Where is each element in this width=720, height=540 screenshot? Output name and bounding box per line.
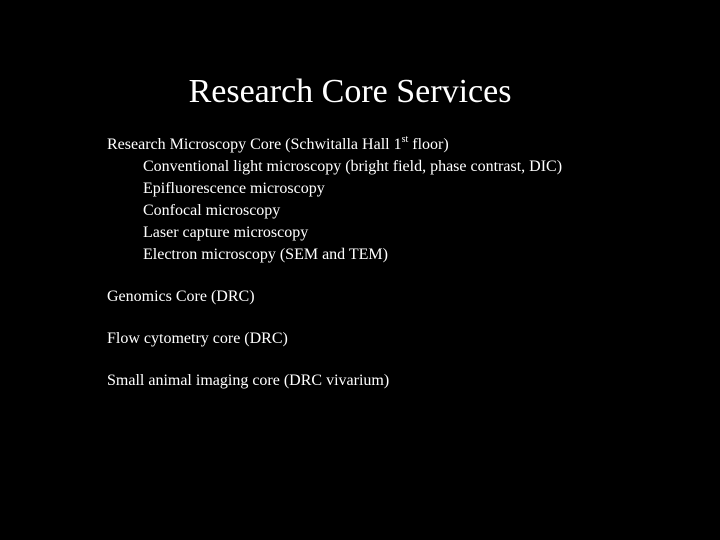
- section-heading-animal-imaging-core: Small animal imaging core (DRC vivarium): [107, 372, 390, 389]
- heading-superscript: st: [401, 133, 409, 145]
- list-item: Electron microscopy (SEM and TEM): [143, 246, 388, 263]
- section-heading-flow-cytometry-core: Flow cytometry core (DRC): [107, 330, 288, 347]
- section-heading-microscopy-core: [107, 134, 707, 156]
- list-item: Laser capture microscopy: [143, 224, 309, 241]
- section-genomics-core: [107, 286, 707, 308]
- heading-text-end: floor): [408, 136, 449, 153]
- section-heading-genomics-core: Genomics Core (DRC): [107, 288, 255, 305]
- section-animal-imaging-core: [107, 370, 707, 392]
- section-microscopy-core: [107, 134, 707, 266]
- slide-title: Research Core Services: [188, 73, 512, 110]
- section-flow-cytometry-core: [107, 328, 707, 350]
- slide-content: [107, 134, 707, 392]
- list-item: Conventional light microscopy (bright field, phase contrast, DIC): [143, 158, 563, 175]
- list-item: Confocal microscopy: [143, 202, 281, 219]
- heading-text: Research Microscopy Core (Schwitalla Hall 1: [107, 136, 402, 153]
- list-item: Epifluorescence microscopy: [143, 180, 325, 197]
